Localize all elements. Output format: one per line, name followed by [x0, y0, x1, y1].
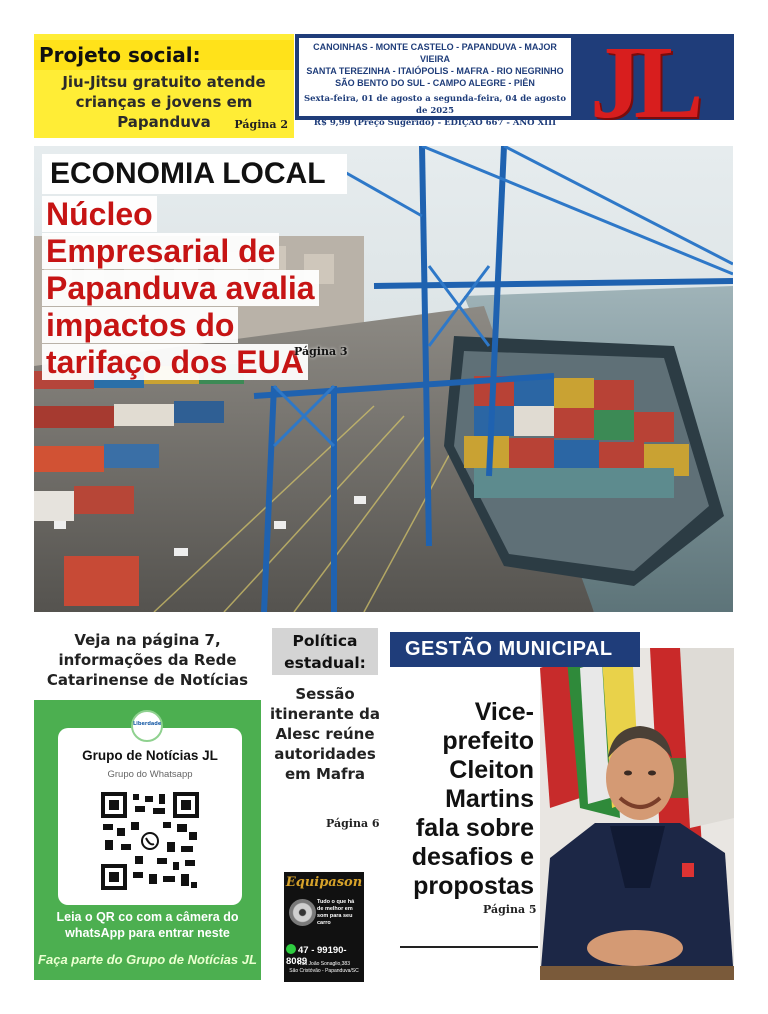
social-page-ref: Página 2	[234, 118, 288, 131]
qr-code-icon[interactable]	[101, 792, 199, 890]
whatsapp-icon	[286, 944, 296, 954]
hero-story[interactable]	[34, 146, 733, 612]
politica-page-ref: Página 6	[326, 817, 380, 830]
cities-line-3: SÃO BENTO DO SUL - CAMPO ALEGRE - PIÊN	[335, 78, 535, 88]
politica-headline[interactable]: Sessão itinerante da Alesc reúne autoridades em Mafra	[270, 685, 380, 783]
ad-slogan: Tudo o que há de melhor em som para seu carro	[317, 899, 355, 926]
politica-kicker: Política estadual:	[272, 628, 378, 675]
liberdade-badge-icon	[131, 710, 163, 742]
edition-price: R$ 9,99 (Preço Sugerido) - EDIÇÃO 667 - ANO XIII	[313, 118, 557, 128]
whatsapp-card-inner	[58, 728, 242, 905]
gestao-headline[interactable]: Vice-prefeito Cleiton Martins fala sobre desafios e propostas	[411, 698, 534, 900]
cities-line-1: CANOINHAS - MONTE CASTELO - PAPANDUVA - MAJOR VIEIRA	[313, 42, 557, 64]
equipason-ad[interactable]	[284, 872, 364, 982]
gestao-divider	[400, 946, 538, 948]
gestao-page-ref: Página 5	[483, 903, 537, 916]
hero-page-ref: Página 3	[294, 345, 348, 358]
edition-date: Sexta-feira, 01 de agosto a segunda-feira, 04 de agosto de 2025	[303, 94, 567, 116]
whatsapp-join-cta[interactable]: Faça parte do Grupo de Notícias JL	[38, 952, 257, 967]
hero-kicker: ECONOMIA LOCAL	[42, 154, 347, 194]
ad-address	[284, 961, 364, 975]
cities-list	[299, 38, 571, 89]
jl-logo[interactable]: JL	[590, 25, 696, 140]
ad-address-line-1: Rua João Sonaglio,383	[298, 961, 350, 967]
ad-brand-logo: Equipason	[285, 875, 363, 890]
whatsapp-group-subtitle: Grupo do Whatsapp	[107, 769, 193, 780]
rede-catarinense-teaser[interactable]: Veja na página 7, informações da Rede Catarinense de Notícias	[46, 631, 249, 689]
liberdade-badge-text: Liberdade	[133, 721, 162, 727]
whatsapp-group-title: Grupo de Notícias JL	[82, 748, 218, 763]
ad-address-line-2: São Cristóvão - Papanduva/SC	[289, 968, 359, 974]
social-kicker: Projeto social:	[34, 40, 294, 70]
gestao-kicker: GESTÃO MUNICIPAL	[390, 632, 640, 667]
hero-headline-text: Núcleo Empresarial de Papanduva avalia impactos do tarifaço dos EUA	[42, 196, 319, 380]
ad-phone-number: 47 - 99190-8089	[286, 945, 347, 967]
social-project-box[interactable]	[34, 34, 294, 138]
vice-prefeito-photo	[540, 648, 734, 980]
cities-line-2: SANTA TEREZINHA - ITAIÓPOLIS - MAFRA - RIO NEGRINHO	[306, 66, 564, 76]
social-headline[interactable]: Jiu-Jitsu gratuito atende crianças e jovens em Papanduva	[62, 73, 266, 131]
masthead-info	[299, 38, 571, 128]
portrait-illustration	[540, 648, 734, 980]
whatsapp-group-card[interactable]	[34, 700, 261, 980]
whatsapp-instructions: Leia o QR co com a câmera do whatsApp para entrar neste	[56, 910, 239, 940]
speaker-icon	[289, 899, 316, 926]
